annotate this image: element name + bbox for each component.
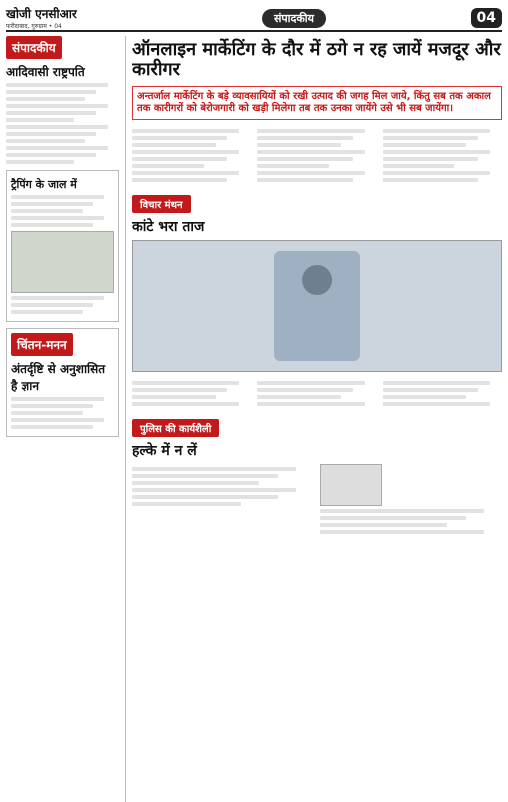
portrait-photo xyxy=(132,240,502,372)
text-line xyxy=(383,178,478,182)
text-line xyxy=(320,516,466,520)
section-pill: संपादकीय xyxy=(262,9,326,28)
main-headline: ऑनलाइन मार्केटिंग के दौर में ठगे न रह जायें मजदूर और कारीगर xyxy=(132,39,501,80)
main-columns xyxy=(132,126,502,185)
text-line xyxy=(6,90,96,94)
text-line xyxy=(6,153,96,157)
text-line xyxy=(11,411,83,415)
text-line xyxy=(257,388,352,392)
text-line xyxy=(132,474,278,478)
editorial-title: आदिवासी राष्ट्रपति xyxy=(6,65,85,79)
vichar-col-3 xyxy=(383,378,502,409)
police-col-1 xyxy=(132,464,314,537)
text-line xyxy=(11,404,93,408)
vichar-left-title: अंतर्दृष्टि से अनुशासित है ज्ञान xyxy=(11,362,106,393)
trapping-body xyxy=(11,195,114,227)
text-line xyxy=(383,136,478,140)
text-line xyxy=(132,381,239,385)
text-line xyxy=(6,139,85,143)
text-line xyxy=(6,160,74,164)
text-line xyxy=(132,481,259,485)
text-line xyxy=(6,146,108,150)
main-col-3 xyxy=(383,126,502,185)
vichar-col-1 xyxy=(132,378,251,409)
trapping-photo xyxy=(11,231,114,293)
trapping-title: ट्रैपिंग के जाल में xyxy=(11,178,77,191)
main-col-2-text xyxy=(257,129,376,182)
text-line xyxy=(320,523,447,527)
text-line xyxy=(320,530,484,534)
text-line xyxy=(257,178,352,182)
text-line xyxy=(132,488,296,492)
text-line xyxy=(11,397,104,401)
text-line xyxy=(6,97,85,101)
text-line xyxy=(132,150,239,154)
text-line xyxy=(257,164,329,168)
text-line xyxy=(132,502,241,506)
vichar-title: कांटे भरा ताज xyxy=(132,219,205,235)
main-col-1-text xyxy=(132,129,251,182)
text-line xyxy=(6,111,96,115)
text-line xyxy=(132,143,216,147)
text-line xyxy=(6,83,108,87)
text-line xyxy=(257,129,364,133)
brand-meta: फरीदाबाद, गुरुग्राम • 04 xyxy=(6,22,62,30)
text-line xyxy=(11,296,104,300)
trapping-body-2 xyxy=(11,296,114,314)
text-line xyxy=(11,209,83,213)
text-line xyxy=(257,171,364,175)
editorial-body xyxy=(6,83,119,164)
left-column xyxy=(6,36,126,802)
text-line xyxy=(6,125,108,129)
text-line xyxy=(11,303,93,307)
text-line xyxy=(320,509,484,513)
right-content xyxy=(132,36,502,802)
vichar-left-tag: चिंतन-मनन xyxy=(11,333,73,356)
text-line xyxy=(132,129,239,133)
main-col-3-text xyxy=(383,129,502,182)
text-line xyxy=(383,157,478,161)
text-line xyxy=(11,202,93,206)
police-section xyxy=(132,417,502,537)
vichar-left-body xyxy=(11,397,114,429)
text-line xyxy=(383,129,490,133)
text-line xyxy=(132,467,296,471)
text-line xyxy=(132,388,227,392)
vichar-box xyxy=(6,328,119,437)
editorial-tag: संपादकीय xyxy=(6,36,62,59)
text-line xyxy=(11,195,104,199)
police-title: हल्के में न लें xyxy=(132,443,197,459)
text-line xyxy=(383,402,490,406)
text-line xyxy=(11,418,104,422)
section-center xyxy=(126,7,462,28)
police-photo xyxy=(320,464,382,506)
text-line xyxy=(257,150,364,154)
text-line xyxy=(383,143,467,147)
text-line xyxy=(383,171,490,175)
text-line xyxy=(11,310,83,314)
text-line xyxy=(132,171,239,175)
text-line xyxy=(132,136,227,140)
text-line xyxy=(11,216,104,220)
police-col-2-text xyxy=(320,509,502,534)
text-line xyxy=(6,132,96,136)
text-line xyxy=(132,164,204,168)
main-subhead-box xyxy=(132,86,502,120)
content-grid xyxy=(6,36,502,802)
trapping-box xyxy=(6,170,119,322)
portrait-figure xyxy=(274,251,360,361)
text-line xyxy=(257,402,364,406)
text-line xyxy=(383,150,490,154)
masthead xyxy=(6,4,502,32)
page-number-block xyxy=(462,7,502,28)
brand-block xyxy=(6,5,126,30)
text-line xyxy=(6,104,108,108)
vichar-tag: विचार मंथन xyxy=(132,195,191,213)
police-content xyxy=(132,464,502,537)
main-col-2 xyxy=(257,126,376,185)
page-number: 04 xyxy=(471,8,502,28)
main-subhead: अन्तर्जाल मार्केटिंग के बड़े व्यावसायियों को रखी उत्पाद की जगह मिल जाये, किंतु सब तक अकाल तक कारीगरों को बेरोजगारी को खड़ी मिलेगा तब तक उनका जायेंगे उसे भी सब जायेंगा। xyxy=(137,91,491,114)
text-line xyxy=(257,381,364,385)
text-line xyxy=(132,495,278,499)
text-line xyxy=(257,143,341,147)
text-line xyxy=(383,395,467,399)
text-line xyxy=(257,136,352,140)
text-line xyxy=(132,157,227,161)
text-line xyxy=(11,223,93,227)
main-col-1 xyxy=(132,126,251,185)
text-line xyxy=(257,395,341,399)
text-line xyxy=(257,157,352,161)
text-line xyxy=(132,402,239,406)
police-col-2 xyxy=(320,464,502,537)
text-line xyxy=(132,395,216,399)
text-line xyxy=(132,178,227,182)
brand-title: खोजी एनसीआर xyxy=(6,6,77,21)
text-line xyxy=(6,118,74,122)
police-tag: पुलिस की कार्यशैली xyxy=(132,419,219,437)
vichar-columns xyxy=(132,378,502,409)
text-line xyxy=(383,388,478,392)
text-line xyxy=(11,425,93,429)
vichar-col-2 xyxy=(257,378,376,409)
text-line xyxy=(383,381,490,385)
text-line xyxy=(383,164,455,168)
vichar-section xyxy=(132,193,502,409)
